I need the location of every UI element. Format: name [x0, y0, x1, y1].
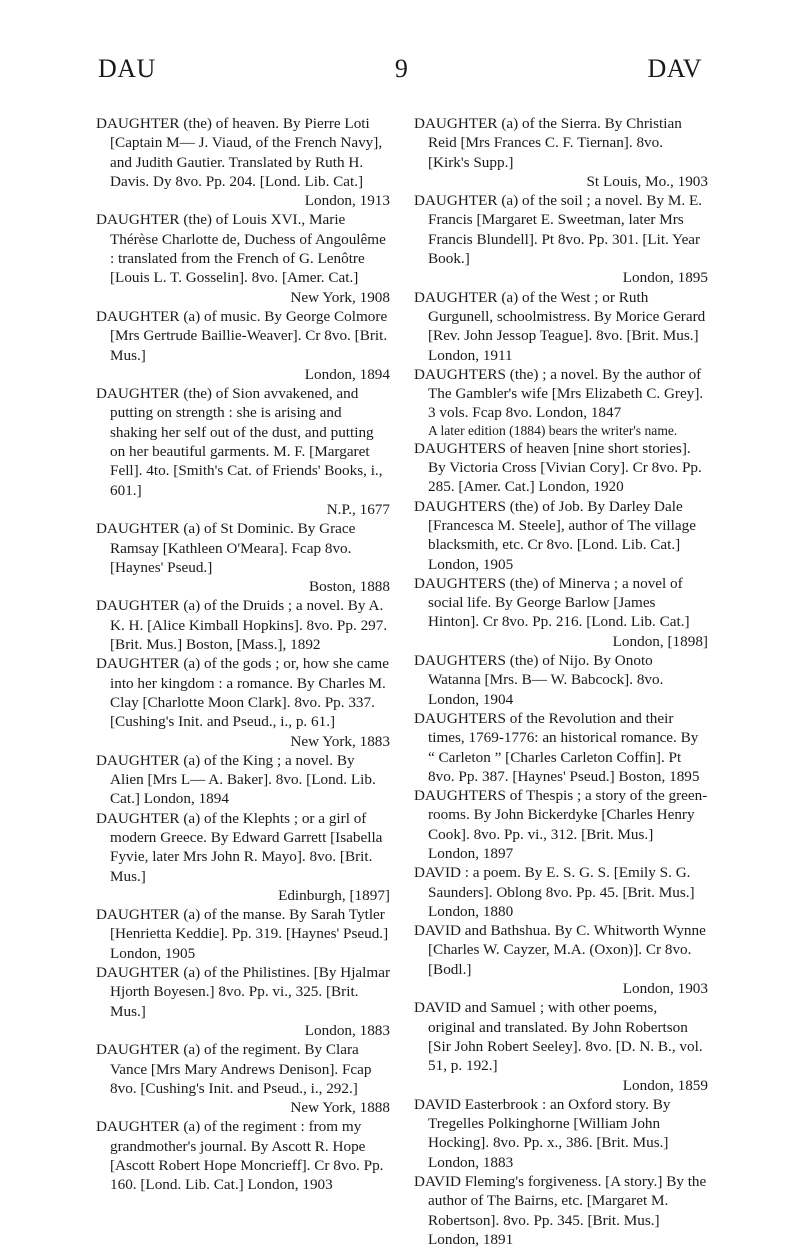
entry-text: DAUGHTER (a) of the manse. By Sarah Tytler [Henrietta Keddie]. Pp. 319. [Haynes' Pseud.] London, 1905: [96, 906, 389, 962]
right-column: [414, 114, 708, 1249]
bibliography-entry: [414, 786, 708, 863]
bibliography-entry: [96, 307, 390, 384]
entry-imprint: Edinburgh, [1897]: [278, 886, 390, 904]
entry-text: DAUGHTER (a) of the regiment. By Clara Vance [Mrs Mary Andrews Denison]. Fcap 8vo. [Cushing's Init. and Pseud., i., 292.]: [96, 1041, 372, 1097]
entry-text: DAUGHTER (a) of the regiment : from my grandmother's journal. By Ascott R. Hope [Ascott Robert Hope Moncrieff]. Cr 8vo. Pp. 160. [Lond. Lib. Cat.] London, 1903: [96, 1118, 384, 1194]
entry-imprint: New York, 1888: [290, 1099, 390, 1117]
entry-text: DAVID and Bathshua. By C. Whitworth Wynne [Charles W. Cayzer, M.A. (Oxon)]. Cr 8vo. [Bodl.]: [414, 922, 706, 978]
entry-text: DAUGHTER (a) of the King ; a novel. By Alien [Mrs L— A. Baker]. 8vo. [Lond. Lib. Cat.] London, 1894: [96, 751, 376, 808]
bibliography-entry: [414, 1172, 708, 1249]
bibliography-entry: [414, 365, 708, 439]
bibliography-entry: [96, 114, 390, 210]
entry-text: DAUGHTER (a) of the gods ; or, how she came into her kingdom : a romance. By Charles M. Clay [Charlotte Moon Clark]. 8vo. Pp. 337. [Cushing's Init. and Pseud., i., p. 61.]: [96, 655, 389, 731]
bibliography-entry: [96, 1040, 390, 1117]
bibliography-entry: [414, 709, 708, 786]
entry-text: DAUGHTER (a) of the Sierra. By Christian Reid [Mrs Frances C. F. Tiernan]. 8vo. [Kirk's Supp.]: [414, 115, 682, 171]
entry-imprint: London, 1913: [304, 192, 390, 210]
bibliography-entry: [96, 751, 390, 809]
entry-text: DAVID and Samuel ; with other poems, original and translated. By John Robertson [Sir John Robert Seeley]. 8vo. [D. N. B., vol. 51, p. 192.]: [414, 999, 703, 1075]
entry-imprint: London, 1859: [622, 1076, 708, 1094]
entry-text: DAUGHTER (the) of Sion avvakened, and putting on strength : she is arising and shaking her self out of the dust, and putting on her beautiful garments. M. F. [Margaret Fell]. 4to. [Smith's Cat. of Friends' Books, i., 601.]: [96, 385, 383, 499]
bibliography-columns: [96, 114, 708, 1249]
bibliography-entry: [414, 288, 708, 365]
bibliography-entry: [414, 863, 708, 921]
bibliography-entry: [96, 519, 390, 596]
entry-text: DAUGHTER (a) of music. By George Colmore [Mrs Gertrude Baillie-Weaver]. Cr 8vo. [Brit. Mus.]: [96, 307, 388, 364]
running-header: [98, 54, 702, 84]
bibliography-entry: [96, 809, 390, 905]
entry-imprint: London, 1895: [622, 269, 708, 287]
entry-text: DAUGHTER (a) of the Philistines. [By Hjalmar Hjorth Boyesen.] 8vo. Pp. vi., 325. [Brit. Mus.]: [96, 964, 390, 1020]
entry-text: DAUGHTER (a) of St Dominic. By Grace Ramsay [Kathleen O'Meara]. Fcap 8vo. [Haynes' Pseud.]: [96, 520, 356, 576]
entry-text: DAVID Fleming's forgiveness. [A story.] By the author of The Bairns, etc. [Margaret M. Robertson]. 8vo. Pp. 345. [Brit. Mus.] London, 1891: [414, 1173, 707, 1248]
entry-text: DAUGHTER (the) of heaven. By Pierre Loti [Captain M— J. Viaud, of the French Navy], and Judith Gautier. Translated by Ruth H. Davis. Dy 8vo. Pp. 204. [Lond. Lib. Cat.]: [96, 115, 383, 190]
entry-imprint: New York, 1908: [290, 288, 390, 306]
entry-text: DAUGHTERS (the) of Minerva ; a novel of social life. By George Barlow [James Hinton]. Cr 8vo. Pp. 216. [Lond. Lib. Cat.]: [414, 574, 690, 631]
entry-imprint: London, 1894: [304, 365, 390, 383]
entry-imprint: London, [1898]: [612, 632, 708, 650]
bibliography-entry: [414, 1095, 708, 1172]
header-right-guide-word: DAV: [647, 54, 702, 83]
entry-text: DAUGHTER (a) of the Klephts ; or a girl of modern Greece. By Edward Garrett [Isabella Fyvie, later Mrs John R. Mayo]. 8vo. [Brit. Mus.]: [96, 809, 383, 885]
bibliography-entry: [414, 574, 708, 651]
entry-text: DAUGHTERS (the) of Job. By Darley Dale [Francesca M. Steele], author of The village blacksmith, etc. Cr 8vo. [Lond. Lib. Cat.] London, 1905: [414, 497, 696, 573]
entry-note: A later edition (1884) bears the writer's name.: [428, 422, 678, 438]
bibliography-entry: [96, 210, 390, 306]
entry-imprint: New York, 1883: [290, 732, 390, 750]
bibliography-entry: [414, 114, 708, 191]
page-number: 9: [394, 54, 409, 83]
entry-imprint: London, 1903: [622, 980, 708, 998]
entry-text: DAVID Easterbrook : an Oxford story. By Tregelles Polkinghorne [William John Hocking]. 8vo. Pp. x., 386. [Brit. Mus.] London, 1883: [414, 1095, 671, 1171]
entry-text: DAUGHTERS (the) of Nijo. By Onoto Watanna [Mrs. B— W. Babcock]. 8vo. London, 1904: [414, 652, 664, 708]
bibliography-entry: [96, 384, 390, 519]
bibliography-entry: [96, 654, 390, 750]
entry-text: DAUGHTERS of Thespis ; a story of the green-rooms. By John Bickerdyke [Charles Henry Cook]. 8vo. Pp. vi., 312. [Brit. Mus.] London, 1897: [414, 787, 708, 862]
bibliography-entry: [96, 596, 390, 654]
bibliography-entry: [414, 651, 708, 709]
entry-text: DAUGHTER (the) of Louis XVI., Marie Thérèse Charlotte de, Duchess of Angoulême : translated from the French of G. Lenôtre [Louis L. T. Gosselin]. 8vo. [Amer. Cat.]: [96, 211, 386, 287]
bibliography-entry: [96, 905, 390, 963]
bibliography-entry: [414, 921, 708, 998]
header-left-guide-word: DAU: [98, 54, 156, 83]
entry-text: DAUGHTER (a) of the West ; or Ruth Gurgunell, schoolmistress. By Morice Gerard [Rev. John Jessop Teague]. 8vo. [Brit. Mus.] London, 1911: [414, 288, 706, 364]
entry-text: DAUGHTERS of the Revolution and their times, 1769-1776: an historical romance. By “ Carleton ” [Charles Carleton Coffin]. Pt 8vo. Pp. 387. [Haynes' Pseud.] Boston, 1895: [414, 709, 700, 785]
entry-text: DAUGHTERS (the) ; a novel. By the author of The Gambler's wife [Mrs Elizabeth C. Grey]. 3 vols. Fcap 8vo. London, 1847: [414, 365, 704, 422]
entry-text: DAUGHTER (a) of the soil ; a novel. By M. E. Francis [Margaret E. Sweetman, later Mrs Francis Blundell]. Pt 8vo. Pp. 301. [Lit. Year Book.]: [414, 192, 703, 268]
bibliography-entry: [414, 439, 708, 497]
entry-text: DAUGHTERS of heaven [nine short stories]. By Victoria Cross [Vivian Cory]. Cr 8vo. Pp. 285. [Amer. Cat.] London, 1920: [414, 439, 702, 496]
bibliography-entry: [96, 963, 390, 1040]
bibliography-entry: [96, 1117, 390, 1194]
entry-text: DAUGHTER (a) of the Druids ; a novel. By A. K. H. [Alice Kimball Hopkins]. 8vo. Pp. 297. [Brit. Mus.] Boston, [Mass.], 1892: [96, 597, 388, 654]
entry-imprint: Boston, 1888: [308, 578, 390, 596]
left-column: [96, 114, 390, 1249]
entry-imprint: London, 1883: [304, 1021, 390, 1039]
entry-text: DAVID : a poem. By E. S. G. S. [Emily S. G. Saunders]. Oblong 8vo. Pp. 45. [Brit. Mus.] London, 1880: [414, 864, 695, 920]
entry-imprint: St Louis, Mo., 1903: [586, 172, 708, 190]
bibliography-entry: [414, 497, 708, 574]
bibliography-entry: [414, 998, 708, 1094]
bibliography-entry: [414, 191, 708, 287]
entry-imprint: N.P., 1677: [326, 500, 390, 518]
